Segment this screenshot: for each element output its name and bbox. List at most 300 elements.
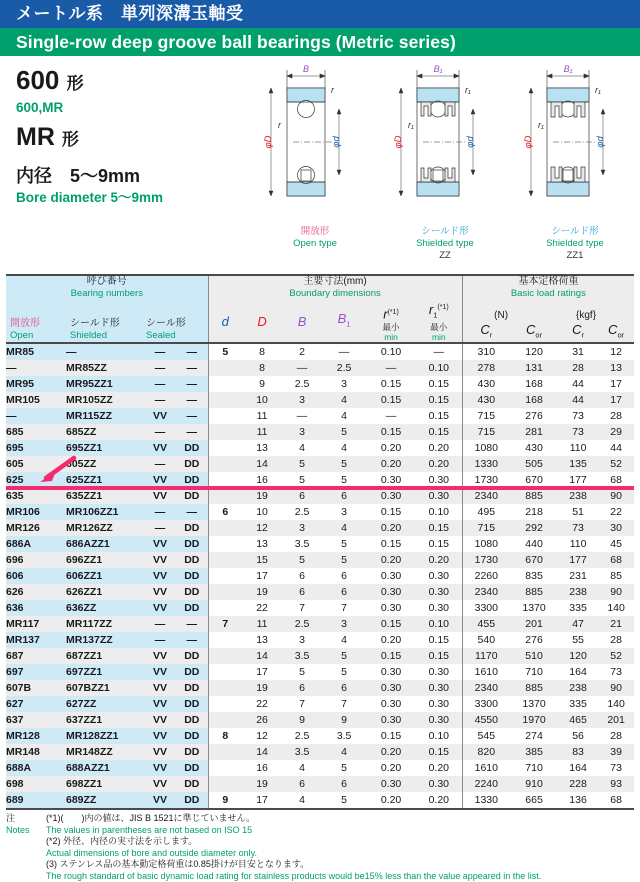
- cell-shielded: 696ZZ1: [66, 552, 144, 568]
- cell-d: [208, 712, 242, 728]
- cell-B1: 7: [322, 696, 366, 712]
- table-row[interactable]: [6, 744, 634, 760]
- cell-cr-n: 1610: [462, 760, 510, 776]
- cell-open: MR128: [6, 728, 66, 744]
- cell-D: 19: [242, 584, 282, 600]
- head-col-r: [366, 301, 416, 343]
- table-body: [6, 343, 634, 809]
- cell-B1: 4: [322, 744, 366, 760]
- cell-sealed-vv: VV: [144, 408, 176, 424]
- cell-shielded: MR105ZZ: [66, 392, 144, 408]
- table-row[interactable]: [6, 568, 634, 584]
- cell-cor-kgf: 21: [598, 616, 634, 632]
- cell-D: 11: [242, 616, 282, 632]
- cell-r: 0.30: [366, 568, 416, 584]
- cell-r: 0.15: [366, 616, 416, 632]
- table-row[interactable]: [6, 520, 634, 536]
- cell-sealed-vv: VV: [144, 472, 176, 488]
- cell-open: 686A: [6, 536, 66, 552]
- cell-B1: 5: [322, 648, 366, 664]
- cell-shielded: 607BZZ1: [66, 680, 144, 696]
- cell-cor-kgf: 68: [598, 472, 634, 488]
- cell-shielded: 627ZZ: [66, 696, 144, 712]
- table-row[interactable]: [6, 632, 634, 648]
- cell-r1: 0.20: [416, 760, 462, 776]
- cell-cor-kgf: 17: [598, 376, 634, 392]
- table-row[interactable]: [6, 343, 634, 360]
- cell-r: 0.30: [366, 712, 416, 728]
- cell-B1: 4: [322, 632, 366, 648]
- cell-shielded: 689ZZ: [66, 792, 144, 809]
- cell-cor-kgf: 52: [598, 648, 634, 664]
- cell-cr-n: 2240: [462, 776, 510, 792]
- cell-cr-kgf: 31: [558, 343, 598, 360]
- cell-sealed-vv: VV: [144, 696, 176, 712]
- cell-B: 3: [282, 424, 322, 440]
- cell-sealed-dd: DD: [176, 680, 208, 696]
- cell-d: [208, 376, 242, 392]
- table-row[interactable]: [6, 680, 634, 696]
- cell-cr-kgf: 51: [558, 504, 598, 520]
- table-row[interactable]: [6, 776, 634, 792]
- cell-B1: —: [322, 343, 366, 360]
- cell-B1: 5: [322, 456, 366, 472]
- cell-sealed-dd: —: [176, 392, 208, 408]
- cell-shielded: MR128ZZ1: [66, 728, 144, 744]
- table-row[interactable]: [6, 728, 634, 744]
- cell-r1: 0.15: [416, 376, 462, 392]
- cell-shielded: 697ZZ1: [66, 664, 144, 680]
- caption-en-shielded: Shielded type: [416, 238, 474, 249]
- table-head: [6, 275, 634, 343]
- cell-cor-n: 1970: [510, 712, 558, 728]
- cell-r: 0.15: [366, 392, 416, 408]
- cell-B1: 6: [322, 568, 366, 584]
- cell-open: MR126: [6, 520, 66, 536]
- cell-d: [208, 488, 242, 504]
- cell-cr-kgf: 238: [558, 680, 598, 696]
- cell-cr-kgf: 73: [558, 424, 598, 440]
- cell-cr-kgf: 44: [558, 376, 598, 392]
- table-row[interactable]: [6, 456, 634, 472]
- cell-cr-n: 2260: [462, 568, 510, 584]
- cell-d: [208, 776, 242, 792]
- cell-D: 14: [242, 744, 282, 760]
- head-group-bearing-jp: 呼び番号: [86, 276, 127, 287]
- cell-r: 0.20: [366, 520, 416, 536]
- cell-d: [208, 568, 242, 584]
- cell-D: 16: [242, 472, 282, 488]
- cell-sealed-dd: DD: [176, 584, 208, 600]
- head-sym-corK-wrap: [598, 322, 634, 343]
- head-sym-D: D: [257, 314, 267, 330]
- table-row[interactable]: [6, 488, 634, 504]
- head-group-load-en: Basic load ratings: [510, 288, 586, 299]
- cell-cr-n: 430: [462, 376, 510, 392]
- head-sym-r1-sub: 1: [433, 310, 438, 320]
- footnote-3-en: The rough standard of basic dynamic load rating for stainless products would be15% less than the value appeared in the list.: [46, 870, 542, 881]
- cell-B: 5: [282, 664, 322, 680]
- cell-open: MR85: [6, 343, 66, 360]
- cell-sealed-dd: —: [176, 408, 208, 424]
- cell-sealed-dd: DD: [176, 744, 208, 760]
- cell-B1: 7: [322, 600, 366, 616]
- cell-sealed-vv: VV: [144, 664, 176, 680]
- cell-D: 16: [242, 760, 282, 776]
- table-row[interactable]: [6, 792, 634, 809]
- cell-cor-n: 885: [510, 488, 558, 504]
- cell-B: 5: [282, 472, 322, 488]
- head-open-jp: 開放形: [10, 318, 40, 330]
- cell-shielded: MR95ZZ1: [66, 376, 144, 392]
- cell-D: 22: [242, 696, 282, 712]
- cell-cr-kgf: 73: [558, 408, 598, 424]
- cell-B: 6: [282, 568, 322, 584]
- cell-cor-kgf: 85: [598, 568, 634, 584]
- diagram-shielded-caption: [381, 226, 509, 262]
- cell-cor-n: 168: [510, 392, 558, 408]
- head-dims-unit: (mm): [343, 276, 367, 287]
- table-row[interactable]: [6, 408, 634, 424]
- footnote-spacer-1: [6, 836, 46, 848]
- cell-sealed-vv: VV: [144, 568, 176, 584]
- diagram-open-caption: [251, 226, 379, 250]
- cell-cr-kgf: 238: [558, 488, 598, 504]
- cell-cor-n: 292: [510, 520, 558, 536]
- cell-shielded: MR117ZZ: [66, 616, 144, 632]
- cell-cor-n: 910: [510, 776, 558, 792]
- head-r-noteref: (*1): [387, 308, 399, 316]
- head-sym-r: r: [383, 306, 388, 322]
- cell-sealed-dd: DD: [176, 648, 208, 664]
- cell-D: 14: [242, 648, 282, 664]
- footnote-1-en: The values in parentheses are not based on ISO 15: [46, 824, 253, 835]
- footnote-row-1: [6, 813, 640, 825]
- cell-cor-n: 885: [510, 584, 558, 600]
- caption-jp-shielded-zz1: シールド形: [551, 226, 599, 237]
- cell-cor-n: 885: [510, 680, 558, 696]
- table-row[interactable]: [6, 552, 634, 568]
- cell-cr-n: 715: [462, 408, 510, 424]
- cell-shielded: MR85ZZ: [66, 360, 144, 376]
- cell-d: 6: [208, 504, 242, 520]
- cell-cr-kgf: 465: [558, 712, 598, 728]
- table-row[interactable]: [6, 584, 634, 600]
- head-sym-crN-sub: r: [489, 330, 493, 340]
- cell-cor-kgf: 140: [598, 696, 634, 712]
- cell-cor-kgf: 22: [598, 504, 634, 520]
- highlight-arrow-icon: [30, 456, 78, 486]
- cell-cr-n: 1610: [462, 664, 510, 680]
- cell-d: [208, 440, 242, 456]
- bearing-diagrams: [250, 56, 640, 274]
- highlight-line: [6, 486, 634, 490]
- cell-cor-kgf: 52: [598, 456, 634, 472]
- cell-cr-kgf: 228: [558, 776, 598, 792]
- cell-r1: 0.15: [416, 536, 462, 552]
- footnotes: [0, 810, 640, 882]
- cell-open: 697: [6, 664, 66, 680]
- cell-B1: 3: [322, 504, 366, 520]
- series-mr-line: [16, 122, 250, 155]
- caption-en-shielded-zz1: Shielded type: [546, 238, 604, 249]
- dim-label-B1: B₁: [433, 64, 443, 74]
- cell-D: 8: [242, 360, 282, 376]
- cell-B: 5: [282, 552, 322, 568]
- table-row[interactable]: [6, 616, 634, 632]
- cell-cr-n: 3300: [462, 600, 510, 616]
- cell-sealed-dd: —: [176, 424, 208, 440]
- cell-d: [208, 360, 242, 376]
- cell-cor-kgf: 39: [598, 744, 634, 760]
- cell-D: 11: [242, 424, 282, 440]
- cell-r: 0.20: [366, 456, 416, 472]
- cell-B: 7: [282, 696, 322, 712]
- head-col-corK: [598, 301, 634, 343]
- cell-d: [208, 664, 242, 680]
- cell-sealed-vv: VV: [144, 440, 176, 456]
- bore-diameter-en: Bore diameter 5〜9mm: [16, 190, 164, 205]
- cell-sealed-vv: VV: [144, 776, 176, 792]
- head-col-r1: [416, 301, 462, 343]
- cell-d: [208, 392, 242, 408]
- cell-cr-kgf: 47: [558, 616, 598, 632]
- shielded-zz-drawing: [381, 62, 509, 222]
- head-open-en: Open: [10, 330, 34, 342]
- cell-cor-kgf: 68: [598, 552, 634, 568]
- cell-r1: 0.20: [416, 440, 462, 456]
- cell-sealed-vv: —: [144, 616, 176, 632]
- cell-cr-kgf: 135: [558, 456, 598, 472]
- cell-r: 0.30: [366, 472, 416, 488]
- cell-D: 12: [242, 728, 282, 744]
- cell-d: [208, 536, 242, 552]
- head-sym-B1-wrap: [337, 311, 351, 329]
- cell-cor-kgf: 73: [598, 664, 634, 680]
- head-r1-noteref: (*1): [437, 304, 449, 311]
- head-sym-crK-wrap: [558, 322, 598, 343]
- cell-shielded: MR148ZZ: [66, 744, 144, 760]
- cell-cr-n: 715: [462, 424, 510, 440]
- table-row[interactable]: [6, 424, 634, 440]
- head-sym-crK: C: [572, 321, 582, 337]
- cell-r1: 0.30: [416, 680, 462, 696]
- cell-shielded: MR137ZZ: [66, 632, 144, 648]
- cell-d: [208, 456, 242, 472]
- cell-shielded: 606ZZ1: [66, 568, 144, 584]
- cell-D: 22: [242, 600, 282, 616]
- cell-d: [208, 552, 242, 568]
- cell-B1: 3.5: [322, 728, 366, 744]
- head-shielded-jp: シールド形: [70, 318, 120, 330]
- table-row[interactable]: [6, 696, 634, 712]
- cell-r1: 0.30: [416, 584, 462, 600]
- cell-r1: 0.15: [416, 408, 462, 424]
- cell-sealed-dd: DD: [176, 456, 208, 472]
- cell-cr-kgf: 120: [558, 648, 598, 664]
- table-row[interactable]: [6, 360, 634, 376]
- caption-jp-open: 開放形: [300, 226, 330, 237]
- cell-r1: 0.10: [416, 504, 462, 520]
- cell-sealed-dd: DD: [176, 664, 208, 680]
- cell-open: 626: [6, 584, 66, 600]
- cell-D: 10: [242, 392, 282, 408]
- cell-sealed-dd: DD: [176, 520, 208, 536]
- cell-cr-kgf: 73: [558, 520, 598, 536]
- table-row[interactable]: [6, 712, 634, 728]
- cell-cor-n: 276: [510, 408, 558, 424]
- cell-cor-n: 274: [510, 728, 558, 744]
- cell-d: [208, 760, 242, 776]
- cell-cor-n: 670: [510, 472, 558, 488]
- cell-B: 3.5: [282, 536, 322, 552]
- dim-label-phid-2: φd: [465, 136, 476, 148]
- table-row[interactable]: [6, 440, 634, 456]
- dim-label-phiD-3: φD: [523, 135, 534, 149]
- cell-B: 7: [282, 600, 322, 616]
- cell-D: 15: [242, 552, 282, 568]
- table-row[interactable]: [6, 600, 634, 616]
- cell-B: 2.5: [282, 376, 322, 392]
- head-col-crN: [462, 301, 510, 343]
- head-group-load: [462, 275, 634, 301]
- cell-B: 4: [282, 440, 322, 456]
- dim-label-r1-3: r₁: [595, 85, 601, 95]
- cell-r: 0.20: [366, 632, 416, 648]
- cell-r: 0.15: [366, 648, 416, 664]
- diagram-open-type: [251, 62, 379, 274]
- cell-shielded: MR126ZZ: [66, 520, 144, 536]
- cell-r1: 0.20: [416, 552, 462, 568]
- spec-table-wrap: [0, 274, 640, 810]
- cell-cr-kgf: 28: [558, 360, 598, 376]
- cell-cr-n: 715: [462, 520, 510, 536]
- cell-D: 11: [242, 408, 282, 424]
- cell-d: [208, 424, 242, 440]
- cell-cr-kgf: 177: [558, 552, 598, 568]
- cell-B: 6: [282, 680, 322, 696]
- cell-cr-n: 1080: [462, 440, 510, 456]
- head-sym-d: d: [221, 314, 229, 330]
- cell-sealed-vv: —: [144, 504, 176, 520]
- diagram-shielded-zz1-caption: [511, 226, 639, 262]
- cell-cor-n: 505: [510, 456, 558, 472]
- series-mr-suffix: 形: [61, 130, 79, 149]
- cell-sealed-dd: DD: [176, 760, 208, 776]
- cell-cr-kgf: 110: [558, 440, 598, 456]
- cell-cr-n: 820: [462, 744, 510, 760]
- cell-shielded: 625ZZ1: [66, 472, 144, 488]
- cell-B1: 5: [322, 792, 366, 809]
- table-row[interactable]: [6, 392, 634, 408]
- cell-sealed-dd: DD: [176, 600, 208, 616]
- head-col-sealed: [144, 301, 208, 343]
- cell-sealed-dd: —: [176, 632, 208, 648]
- cell-cor-n: 430: [510, 440, 558, 456]
- table-row[interactable]: [6, 376, 634, 392]
- cell-r: 0.30: [366, 664, 416, 680]
- cell-B: 2: [282, 343, 322, 360]
- caption-en-open: Open type: [293, 238, 337, 249]
- table-row[interactable]: [6, 648, 634, 664]
- cell-r1: 0.30: [416, 776, 462, 792]
- cell-B1: 5: [322, 424, 366, 440]
- head-col-d: [208, 301, 242, 343]
- cell-B1: 5: [322, 760, 366, 776]
- cell-cor-n: 670: [510, 552, 558, 568]
- cell-B: 2.5: [282, 504, 322, 520]
- cell-r: 0.30: [366, 696, 416, 712]
- cell-sealed-vv: VV: [144, 552, 176, 568]
- cell-cr-n: 4550: [462, 712, 510, 728]
- cell-r: —: [366, 360, 416, 376]
- cell-open: MR148: [6, 744, 66, 760]
- cell-cr-n: 278: [462, 360, 510, 376]
- head-col-D: [242, 301, 282, 343]
- cell-cor-n: 168: [510, 376, 558, 392]
- footnote-row-3: [6, 836, 640, 848]
- head-dims-jp-text: 主要寸法: [303, 276, 344, 287]
- cell-B: 2.5: [282, 616, 322, 632]
- dim-label-r: r: [331, 85, 334, 95]
- cell-sealed-dd: DD: [176, 488, 208, 504]
- table-row[interactable]: [6, 536, 634, 552]
- cell-cr-kgf: 56: [558, 728, 598, 744]
- cell-cor-n: 131: [510, 360, 558, 376]
- dim-label-r2: r: [278, 120, 281, 130]
- cell-cr-n: 495: [462, 504, 510, 520]
- cell-cor-kgf: 90: [598, 680, 634, 696]
- cell-r1: 0.30: [416, 696, 462, 712]
- cell-cr-kgf: 44: [558, 392, 598, 408]
- cell-open: MR106: [6, 504, 66, 520]
- cell-cr-n: 455: [462, 616, 510, 632]
- cell-sealed-dd: DD: [176, 776, 208, 792]
- head-sym-corN-sub: or: [535, 330, 543, 340]
- cell-sealed-dd: DD: [176, 552, 208, 568]
- cell-open: MR137: [6, 632, 66, 648]
- series-600-en: 600,MR: [16, 100, 64, 115]
- cell-sealed-vv: VV: [144, 792, 176, 809]
- cell-open: MR117: [6, 616, 66, 632]
- cell-B: 9: [282, 712, 322, 728]
- table-row[interactable]: [6, 664, 634, 680]
- cell-sealed-dd: DD: [176, 728, 208, 744]
- cell-cor-n: 710: [510, 664, 558, 680]
- cell-sealed-vv: —: [144, 424, 176, 440]
- cell-B: 3: [282, 632, 322, 648]
- cell-sealed-vv: —: [144, 376, 176, 392]
- head-group-dims-jp: [209, 276, 462, 288]
- cell-d: [208, 696, 242, 712]
- cell-sealed-vv: —: [144, 392, 176, 408]
- head-sym-B1-sub: 1: [346, 319, 351, 329]
- table-row[interactable]: [6, 504, 634, 520]
- cell-r: 0.30: [366, 776, 416, 792]
- page-title-jp: メートル系 単列深溝玉軸受: [0, 0, 640, 28]
- cell-cor-kgf: 30: [598, 520, 634, 536]
- table-row[interactable]: [6, 760, 634, 776]
- cell-B1: 5: [322, 664, 366, 680]
- cell-r1: —: [416, 343, 462, 360]
- dim-label-r1: r₁: [465, 85, 471, 95]
- cell-D: 12: [242, 520, 282, 536]
- cell-r1: 0.30: [416, 472, 462, 488]
- cell-open: 635: [6, 488, 66, 504]
- cell-B1: 4: [322, 408, 366, 424]
- series-600-suffix: 形: [66, 74, 84, 93]
- cell-sealed-vv: —: [144, 343, 176, 360]
